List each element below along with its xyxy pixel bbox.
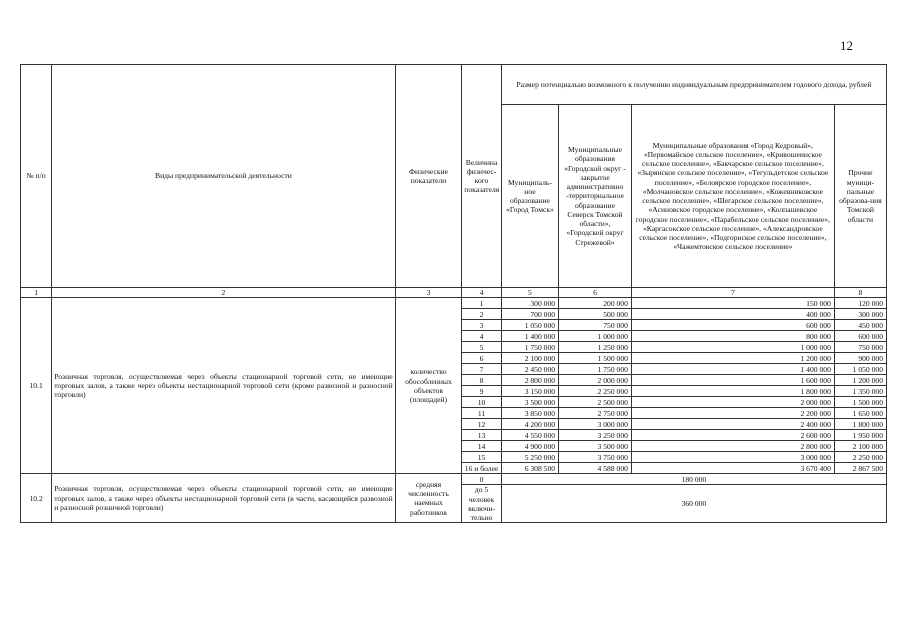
indicator-value: 13	[462, 430, 502, 441]
indicator-value: 10	[462, 397, 502, 408]
income-tomsk: 5 250 000	[501, 452, 558, 463]
income-other: 1 200 000	[834, 375, 886, 386]
income-group7: 1 000 000	[631, 342, 834, 353]
income-tomsk: 1 400 000	[501, 331, 558, 342]
income-group7: 3 000 000	[631, 452, 834, 463]
income-group7: 2 800 000	[631, 441, 834, 452]
income-tomsk: 3 500 000	[501, 397, 558, 408]
table-row	[21, 298, 887, 309]
income-other: 1 500 000	[834, 397, 886, 408]
income-seversk: 3 250 000	[559, 430, 632, 441]
column-index: 7	[631, 288, 834, 298]
indicator-value: 16 и более	[462, 463, 502, 474]
header-income-group: Размер потенциально возможного к получению индивидуальным предпринимателем годового дохода, рублей	[501, 65, 886, 105]
header-tomsk: Муниципаль-ное образование «Город Томск»	[501, 105, 558, 288]
income-tomsk: 3 850 000	[501, 408, 558, 419]
income-group7: 1 200 000	[631, 353, 834, 364]
row-number: 10.1	[21, 298, 52, 474]
income-seversk: 1 750 000	[559, 364, 632, 375]
income-seversk: 2 000 000	[559, 375, 632, 386]
income-tomsk: 700 000	[501, 309, 558, 320]
income-other: 120 000	[834, 298, 886, 309]
header-group7: Муниципальные образования «Город Кедровый», «Первомайское сельское поселение», «Кривошеинское сельское поселение», «Бакчарское сельское поселение», «Зырянское сельское поселение», «Тегульдетское сельское поселение», «Белоярское городское поселение», «Молчановское сельское поселение», «Кожевниковское сельское поселение», «Шегарское сельское поселение», «Асиновское городское поселение», «Колпашевское городское поселение», «Парабельское сельское поселение», «Каргасокское сельское поселение», «Александровское сельское поселение», «Подгорнское сельское поселение», «Чажемтовское сельское поселение»	[631, 105, 834, 288]
income-seversk: 1 500 000	[559, 353, 632, 364]
page-number: 12	[840, 38, 853, 53]
income-group7: 2 200 000	[631, 408, 834, 419]
indicator-value: 3	[462, 320, 502, 331]
income-seversk: 3 500 000	[559, 441, 632, 452]
income-other: 2 867 500	[834, 463, 886, 474]
income-tomsk: 2 450 000	[501, 364, 558, 375]
income-group7: 600 000	[631, 320, 834, 331]
income-other: 1 050 000	[834, 364, 886, 375]
income-seversk: 1 000 000	[559, 331, 632, 342]
income-tomsk: 4 200 000	[501, 419, 558, 430]
column-index: 4	[462, 288, 502, 298]
column-index-row	[21, 288, 887, 298]
activity-description: Розничная торговля, осуществляемая через объекты стационарной торговой сети, не имеющие торговых залов, а также через объекты нестационарной торговой сети (кроме развозной и разносной торговли)	[52, 298, 395, 474]
indicator-value: 6	[462, 353, 502, 364]
header-other: Прочие муници-пальные образова-ния Томской области	[834, 105, 886, 288]
indicator-value: до 5 человек включи-тельно	[462, 485, 502, 523]
income-tomsk: 2 800 000	[501, 375, 558, 386]
income-other: 900 000	[834, 353, 886, 364]
header-activity: Виды предпринимательской деятельности	[52, 65, 395, 288]
income-other: 600 000	[834, 331, 886, 342]
income-tomsk: 6 308 500	[501, 463, 558, 474]
income-other: 1 800 000	[834, 419, 886, 430]
physical-indicator: средняя численность наемных работников	[395, 474, 462, 523]
income-seversk: 3 000 000	[559, 419, 632, 430]
income-tomsk: 2 100 000	[501, 353, 558, 364]
column-index: 3	[395, 288, 462, 298]
income-group7: 3 670 400	[631, 463, 834, 474]
income-seversk: 750 000	[559, 320, 632, 331]
indicator-value: 5	[462, 342, 502, 353]
income-seversk: 1 250 000	[559, 342, 632, 353]
physical-indicator: количество обособленных объектов (площадей)	[395, 298, 462, 474]
indicator-value: 8	[462, 375, 502, 386]
indicator-value: 2	[462, 309, 502, 320]
table-row	[21, 474, 887, 485]
indicator-value: 11	[462, 408, 502, 419]
income-tomsk: 1 050 000	[501, 320, 558, 331]
income-group7: 1 600 000	[631, 375, 834, 386]
income-other: 1 350 000	[834, 386, 886, 397]
header-seversk: Муниципальные образования «Городской округ - закрытое административно -территориальное образование Северск Томской области», «Городской округ Стрежевой»	[559, 105, 632, 288]
income-group7: 1 800 000	[631, 386, 834, 397]
indicator-value: 12	[462, 419, 502, 430]
income-group7: 150 000	[631, 298, 834, 309]
row-number: 10.2	[21, 474, 52, 523]
income-tomsk: 4 550 000	[501, 430, 558, 441]
income-seversk: 2 250 000	[559, 386, 632, 397]
column-index: 6	[559, 288, 632, 298]
header-num: № п/п	[21, 65, 52, 288]
income-group7: 800 000	[631, 331, 834, 342]
indicator-value: 7	[462, 364, 502, 375]
income-other: 750 000	[834, 342, 886, 353]
income-group7: 2 400 000	[631, 419, 834, 430]
income-other: 300 000	[834, 309, 886, 320]
column-index: 1	[21, 288, 52, 298]
income-amount: 180 000	[501, 474, 886, 485]
indicator-value: 9	[462, 386, 502, 397]
income-seversk: 3 750 000	[559, 452, 632, 463]
income-other: 1 650 000	[834, 408, 886, 419]
income-tomsk: 3 150 000	[501, 386, 558, 397]
column-index: 5	[501, 288, 558, 298]
income-other: 1 950 000	[834, 430, 886, 441]
indicator-value: 15	[462, 452, 502, 463]
income-other: 2 100 000	[834, 441, 886, 452]
income-amount: 360 000	[501, 485, 886, 523]
column-index: 2	[52, 288, 395, 298]
income-other: 2 250 000	[834, 452, 886, 463]
income-group7: 400 000	[631, 309, 834, 320]
income-tomsk: 4 900 000	[501, 441, 558, 452]
income-table	[20, 64, 887, 523]
header-indicators: Физические показатели	[395, 65, 462, 288]
income-seversk: 2 500 000	[559, 397, 632, 408]
indicator-value: 4	[462, 331, 502, 342]
income-group7: 2 600 000	[631, 430, 834, 441]
indicator-value: 14	[462, 441, 502, 452]
activity-description: Розничная торговля, осуществляемая через объекты стационарной торговой сети, не имеющие торговых залов, а также через объекты нестационарной торговой сети (в части, касающейся развозной и разносной розничной торговли)	[52, 474, 395, 523]
income-group7: 2 000 000	[631, 397, 834, 408]
income-seversk: 500 000	[559, 309, 632, 320]
income-other: 450 000	[834, 320, 886, 331]
income-tomsk: 300 000	[501, 298, 558, 309]
income-seversk: 4 588 000	[559, 463, 632, 474]
income-seversk: 200 000	[559, 298, 632, 309]
income-tomsk: 1 750 000	[501, 342, 558, 353]
column-index: 8	[834, 288, 886, 298]
header-value: Величина физичес-кого показателя	[462, 65, 502, 288]
indicator-value: 1	[462, 298, 502, 309]
indicator-value: 0	[462, 474, 502, 485]
income-seversk: 2 750 000	[559, 408, 632, 419]
income-group7: 1 400 000	[631, 364, 834, 375]
